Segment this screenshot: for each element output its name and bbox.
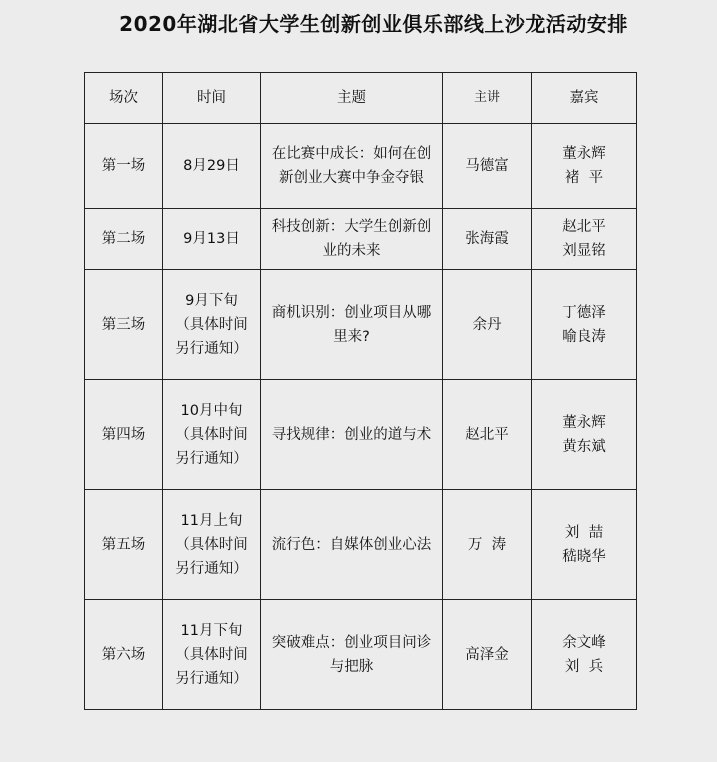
table-row	[85, 209, 637, 270]
guests-cell: 董永辉 黄东斌	[532, 380, 637, 490]
table-row	[85, 380, 637, 490]
session-cell: 第二场	[85, 209, 163, 270]
speaker-cell: 张海霞	[443, 209, 532, 270]
speaker-cell: 高泽金	[443, 600, 532, 710]
header-time: 时间	[163, 73, 261, 124]
page-title: 2020年湖北省大学生创新创业俱乐部线上沙龙活动安排	[119, 12, 628, 36]
topic-cell: 科技创新：大学生创新创业的未来	[261, 209, 443, 270]
speaker-cell: 万 涛	[443, 490, 532, 600]
session-cell: 第三场	[85, 270, 163, 380]
table-row	[85, 600, 637, 710]
time-cell: 9月下旬 （具体时间另行通知）	[163, 270, 261, 380]
topic-cell: 商机识别：创业项目从哪里来?	[261, 270, 443, 380]
header-speaker: 主讲	[443, 73, 532, 124]
guests-cell: 刘 喆 嵇晓华	[532, 490, 637, 600]
time-cell: 11月下旬 （具体时间另行通知）	[163, 600, 261, 710]
table-header-row	[85, 73, 637, 124]
time-cell: 9月13日	[163, 209, 261, 270]
schedule-table	[84, 72, 637, 710]
guests-cell: 赵北平 刘显铭	[532, 209, 637, 270]
time-cell: 8月29日	[163, 124, 261, 209]
header-session: 场次	[85, 73, 163, 124]
guests-cell: 余文峰 刘 兵	[532, 600, 637, 710]
header-topic: 主题	[261, 73, 443, 124]
topic-cell: 寻找规律：创业的道与术	[261, 380, 443, 490]
topic-cell: 在比赛中成长：如何在创新创业大赛中争金夺银	[261, 124, 443, 209]
session-cell: 第四场	[85, 380, 163, 490]
topic-cell: 突破难点：创业项目问诊与把脉	[261, 600, 443, 710]
table-row	[85, 490, 637, 600]
session-cell: 第一场	[85, 124, 163, 209]
table-row	[85, 270, 637, 380]
header-guests: 嘉宾	[532, 73, 637, 124]
table-row	[85, 124, 637, 209]
guests-cell: 董永辉 褚 平	[532, 124, 637, 209]
speaker-cell: 赵北平	[443, 380, 532, 490]
session-cell: 第五场	[85, 490, 163, 600]
speaker-cell: 马德富	[443, 124, 532, 209]
topic-cell: 流行色：自媒体创业心法	[261, 490, 443, 600]
session-cell: 第六场	[85, 600, 163, 710]
time-cell: 11月上旬 （具体时间另行通知）	[163, 490, 261, 600]
guests-cell: 丁德泽 喻良涛	[532, 270, 637, 380]
time-cell: 10月中旬 （具体时间另行通知）	[163, 380, 261, 490]
speaker-cell: 余丹	[443, 270, 532, 380]
